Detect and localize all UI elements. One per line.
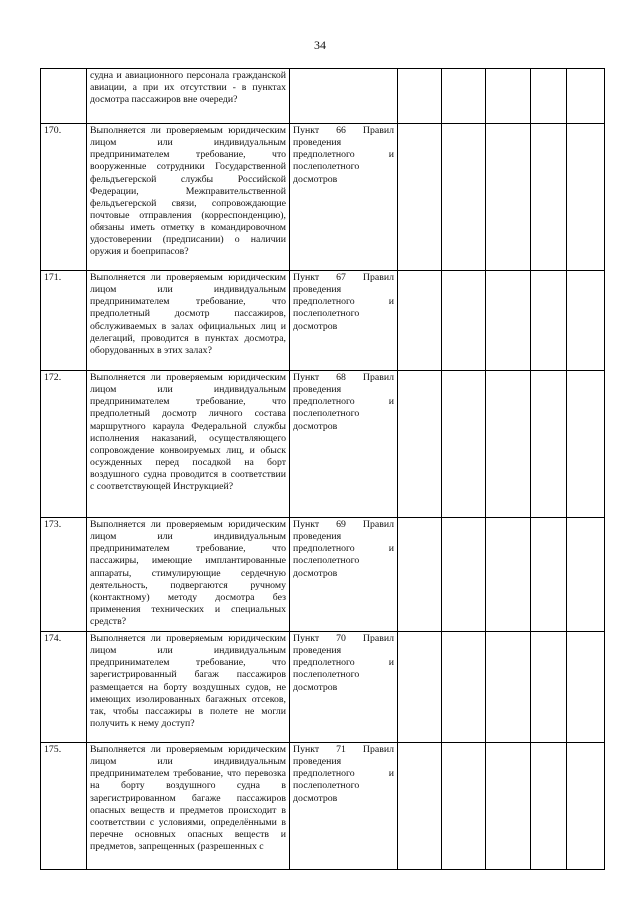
row-reference: Пункт 70 Правил проведения предполетного и послеполетного досмотров	[290, 632, 398, 743]
answer-cell	[442, 743, 486, 870]
answer-cell	[442, 632, 486, 743]
answer-cell	[486, 371, 531, 518]
row-number: 171.	[41, 271, 87, 371]
table-row	[41, 743, 605, 870]
row-question: Выполняется ли проверяемым юридическим лицом или индивидуальным предпринимателем требование, что предполетный досмотр пассажиров, обслуживаемых в залах официальных лиц и делегаций, проводится в пунктах досмотра, оборудованных в этих залах?	[87, 271, 290, 371]
row-number: 174.	[41, 632, 87, 743]
answer-cell	[398, 371, 442, 518]
row-question: Выполняется ли проверяемым юридическим лицом или индивидуальным предпринимателем требование, что предполетный досмотр личного состава маршрутного караула Федеральной службы исполнения наказаний, осуществляющего сопровождение конвоируемых лиц, и обыск осужденных перед посадкой на борт воздушного судна проводится в соответствии с соответствующей Инструкцией?	[87, 371, 290, 518]
answer-cell	[398, 69, 442, 124]
row-reference: Пункт 66 Правил проведения предполетного и послеполетного досмотров	[290, 124, 398, 271]
answer-cell	[567, 371, 605, 518]
row-reference: Пункт 71 Правил проведения предполетного и послеполетного досмотров	[290, 743, 398, 870]
answer-cell	[486, 518, 531, 632]
row-number	[41, 69, 87, 124]
answer-cell	[398, 518, 442, 632]
table-row	[41, 69, 605, 124]
table-row	[41, 124, 605, 271]
table-row	[41, 632, 605, 743]
answer-cell	[486, 632, 531, 743]
row-reference	[290, 69, 398, 124]
row-number: 173.	[41, 518, 87, 632]
row-number: 175.	[41, 743, 87, 870]
row-reference: Пункт 69 Правил проведения предполетного и послеполетного досмотров	[290, 518, 398, 632]
answer-cell	[531, 632, 567, 743]
row-reference: Пункт 67 Правил проведения предполетного и послеполетного досмотров	[290, 271, 398, 371]
answer-cell	[442, 371, 486, 518]
answer-cell	[531, 743, 567, 870]
answer-cell	[398, 124, 442, 271]
answer-cell	[398, 271, 442, 371]
answer-cell	[442, 124, 486, 271]
answer-cell	[486, 271, 531, 371]
row-question: Выполняется ли проверяемым юридическим лицом или индивидуальным предпринимателем требование, что зарегистрированный багаж пассажиров размещается на борту воздушных судов, не имеющих изолированных багажных отсеков, так, чтобы пассажиры в полете не могли получить к нему доступ?	[87, 632, 290, 743]
answer-cell	[567, 518, 605, 632]
answer-cell	[567, 69, 605, 124]
answer-cell	[531, 69, 567, 124]
answer-cell	[442, 69, 486, 124]
row-question: Выполняется ли проверяемым юридическим лицом или индивидуальным предпринимателем требование, что вооруженные сотрудники Государственной фельдъегерской службы Российской Федерации, Межправительственной фельдъегерской связи, сопровождающие почтовые отправления (корреспонденцию), обязаны иметь отметку в командировочном удостоверении (предписании) о наличии оружия и боеприпасов?	[87, 124, 290, 271]
answer-cell	[567, 271, 605, 371]
answer-cell	[531, 271, 567, 371]
answer-cell	[567, 743, 605, 870]
row-number: 170.	[41, 124, 87, 271]
answer-cell	[486, 69, 531, 124]
table-row	[41, 271, 605, 371]
row-reference: Пункт 68 Правил проведения предполетного и послеполетного досмотров	[290, 371, 398, 518]
page-number: 34	[314, 38, 326, 52]
row-number: 172.	[41, 371, 87, 518]
row-question: Выполняется ли проверяемым юридическим лицом или индивидуальным предпринимателем требование, что перевозка на борту воздушного судна в зарегистрированном багаже пассажиров опасных веществ и предметов происходит в соответствии с условиями, определёнными в перечне основных опасных веществ и предметов, запрещенных (разрешенных с	[87, 743, 290, 870]
answer-cell	[567, 632, 605, 743]
row-question: судна и авиационного персонала гражданской авиации, а при их отсутствии - в пунктах досмотра пассажиров вне очереди?	[87, 69, 290, 124]
answer-cell	[486, 124, 531, 271]
row-question: Выполняется ли проверяемым юридическим лицом или индивидуальным предпринимателем требование, что пассажиры, имеющие имплантированные аппараты, стимулирующие сердечную деятельность, подвергаются ручному (контактному) методу досмотра без применения технических и специальных средств?	[87, 518, 290, 632]
answer-cell	[531, 518, 567, 632]
answer-cell	[398, 743, 442, 870]
answer-cell	[442, 271, 486, 371]
checklist-table	[40, 68, 605, 870]
table-row	[41, 371, 605, 518]
table-row	[41, 518, 605, 632]
answer-cell	[531, 124, 567, 271]
answer-cell	[398, 632, 442, 743]
answer-cell	[486, 743, 531, 870]
answer-cell	[442, 518, 486, 632]
answer-cell	[531, 371, 567, 518]
answer-cell	[567, 124, 605, 271]
